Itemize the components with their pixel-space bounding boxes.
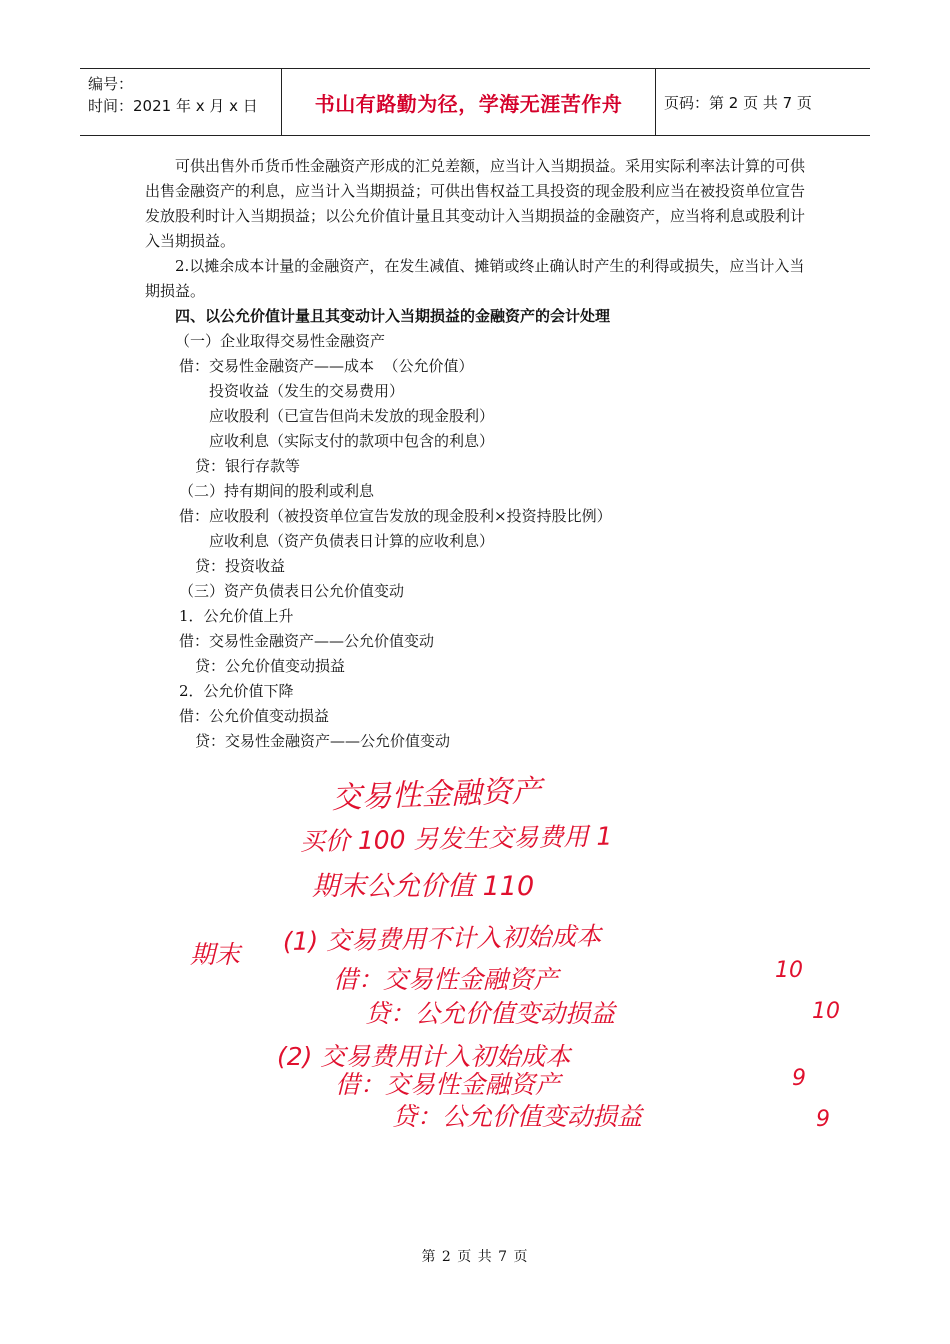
subsection-2-title: （二）持有期间的股利或利息 [179, 482, 375, 500]
entry-line: 贷：投资收益 [195, 557, 286, 575]
subsection-1-title: （一）企业取得交易性金融资产 [175, 332, 386, 350]
header-page-info: 页码：第 2 页 共 7 页 [664, 93, 812, 112]
handwritten-amount: 9 [792, 1066, 806, 1091]
entry-line: 借：交易性金融资产——成本 （公允价值） [179, 357, 474, 375]
page-footer: 第 2 页 共 7 页 [421, 1249, 529, 1265]
handwritten-line: (1) 交易费用不计入初始成本 [282, 921, 602, 956]
header-meta [80, 69, 282, 135]
entry-line: 2．公允价值下降 [179, 682, 294, 700]
handwritten-amount: 9 [816, 1107, 830, 1132]
entry-line: 借：交易性金融资产——公允价值变动 [179, 632, 435, 650]
handwritten-line: 借：交易性金融资产 [335, 1070, 561, 1099]
entry-line: 应收股利（已宣告但尚未发放的现金股利） [209, 407, 495, 425]
entry-line: 应收利息（实际支付的款项中包含的利息） [209, 432, 495, 450]
entry-line: 贷：交易性金融资产——公允价值变动 [195, 732, 451, 750]
handwritten-line: 借：交易性金融资产 [333, 965, 559, 994]
document-body [145, 154, 810, 754]
handwritten-line: 交易性金融资产 [331, 773, 543, 816]
handwritten-line: 贷：公允价值变动损益 [392, 1102, 643, 1131]
doc-time-label: 时间：2021 年 x 月 x 日 [88, 97, 258, 115]
doc-number-label: 编号： [88, 75, 134, 93]
entry-line: 贷：银行存款等 [195, 457, 301, 475]
handwritten-line: 贷：公允价值变动损益 [365, 999, 616, 1028]
entry-line: 借：公允价值变动损益 [179, 707, 330, 725]
handwritten-line: (2) 交易费用计入初始成本 [277, 1042, 571, 1071]
paragraph-1: 可供出售外币货币性金融资产形成的汇兑差额，应当计入当期损益。采用实际利率法计算的可供出售金融资产的利息，应当计入当期损益；可供出售权益工具投资的现金股利应当在被投资单位宣告发放股利时计入当期损益；以公允价值计量且其变动计入当期损益的金融资产，应当将利息或股利计入当期损益。 [145, 157, 806, 250]
handwritten-label: 期末 [190, 940, 241, 969]
section-title: 四、以公允价值计量且其变动计入当期损益的金融资产的会计处理 [175, 307, 611, 325]
entry-line: 借：应收股利（被投资单位宣告发放的现金股利×投资持股比例） [179, 507, 612, 525]
handwritten-amount: 10 [812, 999, 840, 1024]
handwritten-line: 买价 100 另发生交易费用 1 [299, 821, 613, 856]
header-motto: 书山有路勤为径，学海无涯苦作舟 [282, 69, 656, 135]
entry-line: 贷：公允价值变动损益 [195, 657, 346, 675]
handwritten-line: 期末公允价值 110 [312, 871, 535, 902]
entry-line: 应收利息（资产负债表日计算的应收利息） [209, 532, 495, 550]
entry-line: 1．公允价值上升 [179, 607, 294, 625]
page-header [80, 68, 870, 136]
paragraph-2: 2.以摊余成本计量的金融资产，在发生减值、摊销或终止确认时产生的利得或损失，应当计入当期损益。 [145, 257, 805, 300]
handwritten-amount: 10 [775, 958, 803, 983]
subsection-3-title: （三）资产负债表日公允价值变动 [179, 582, 405, 600]
entry-line: 投资收益（发生的交易费用） [209, 382, 405, 400]
